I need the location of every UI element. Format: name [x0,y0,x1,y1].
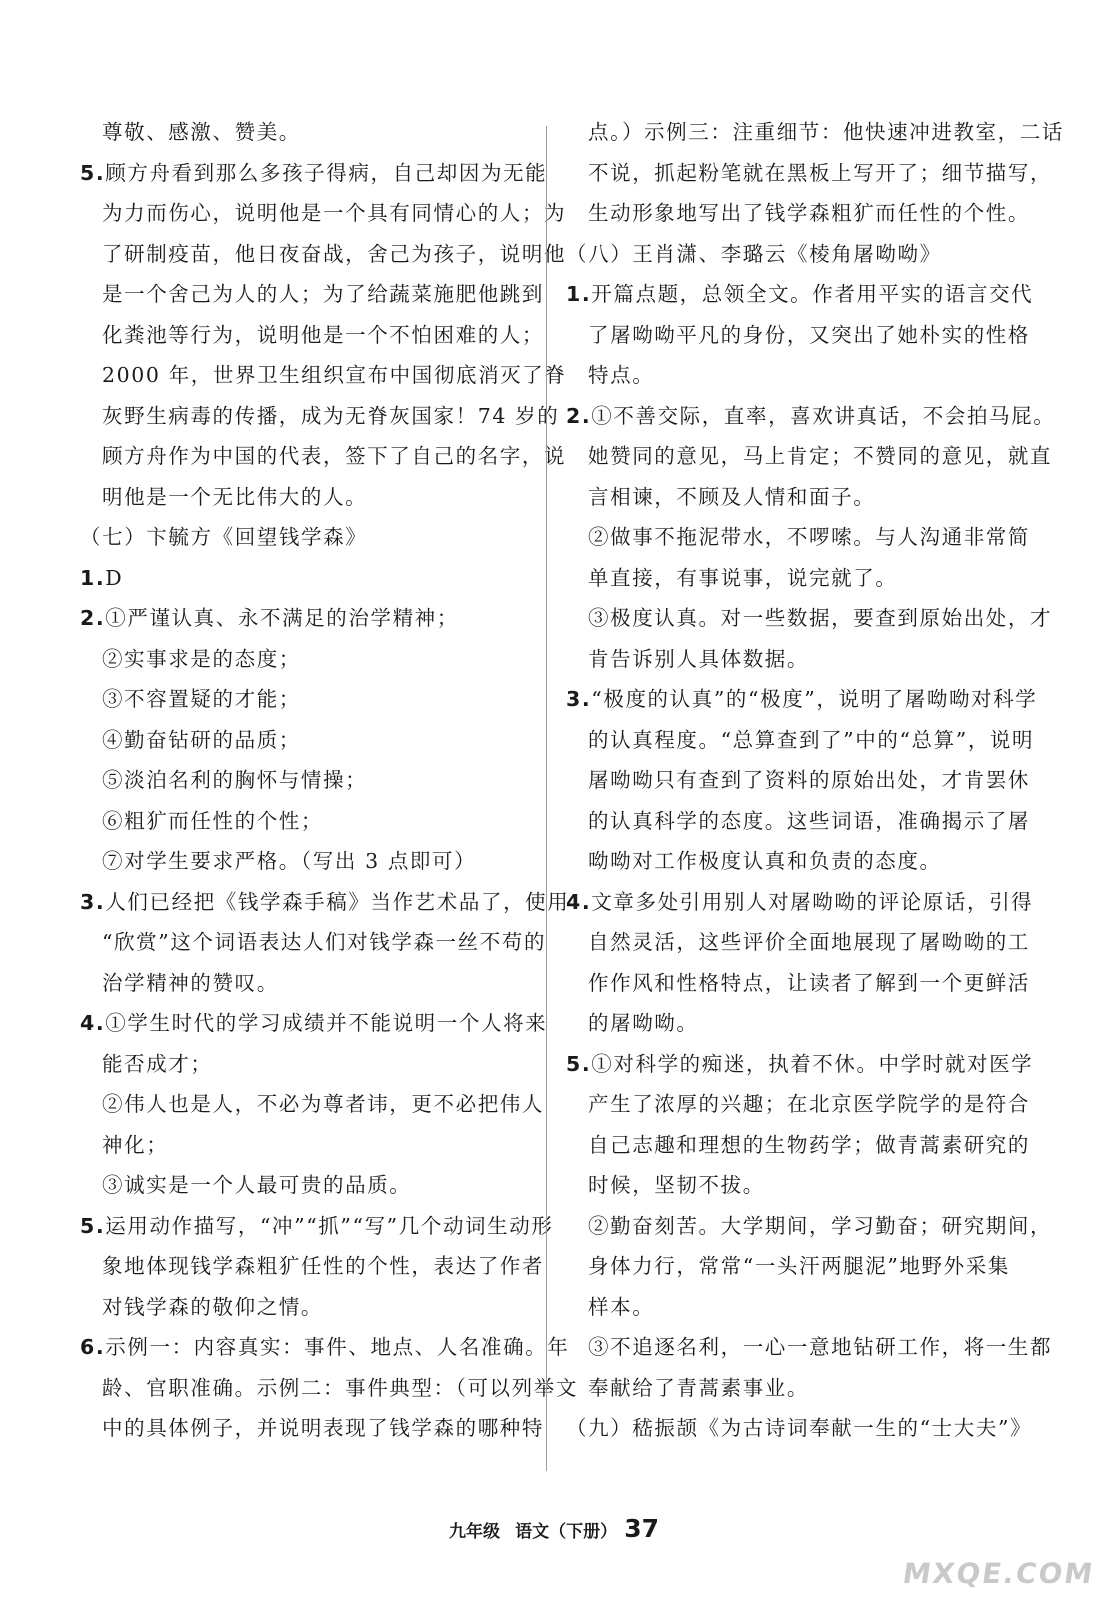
left-column-line [80,882,570,923]
left-column-line [80,274,544,315]
answer-text: “欣赏”这个词语表达人们对钱学森一丝不苟的 [102,930,547,954]
answer-text: ②伟人也是人，不必为尊者讳，更不必把伟人 [102,1092,544,1116]
answer-text: 时候，坚韧不拔。 [588,1173,765,1197]
answer-text: 点。）示例三：注重细节：他快速冲进教室，二话 [588,120,1064,144]
answer-text: 治学精神的赞叹。 [102,970,279,995]
answer-text: 屠呦呦只有查到了资料的原始出处，才肯罢休 [588,768,1030,792]
answer-text: D [105,565,124,590]
right-column-line [566,436,1053,477]
right-column-line [566,1125,1030,1166]
page-number: 37 [624,1514,659,1543]
question-number: 2. [80,606,106,630]
answer-text: ③不追逐名利，一心一意地钻研工作，将一生都 [588,1335,1053,1359]
answer-text: 能否成才； [102,1051,213,1076]
right-column-line [566,963,1030,1004]
answer-text: 样本。 [588,1294,655,1319]
left-column-line [80,1287,520,1328]
answer-text: 尊敬、感激、赞美。 [102,120,301,144]
answer-text: 的认真程度。“总算查到了”中的“总算”，说明 [588,727,1035,752]
question-number: 4. [566,889,592,914]
answer-text: 自然灵活，这些评价全面地展现了屠呦呦的工 [588,930,1030,954]
answer-text: 明他是一个无比伟大的人。 [102,484,368,509]
right-column-line [566,801,1030,842]
right-column-line [566,477,1014,518]
answer-text: ②勤奋刻苦。大学期间，学习勤奋；研究期间， [588,1213,1053,1238]
answer-text: 肯告诉别人具体数据。 [588,646,809,671]
right-column-line [566,639,1014,680]
left-column-line [80,841,520,882]
answer-text: ⑦对学生要求严格。（写出 3 点即可） [102,849,477,873]
footer-subject: 语文（下册） [515,1522,618,1542]
answer-text: 产生了浓厚的兴趣；在北京医学院学的是符合 [588,1092,1030,1116]
right-column-line [566,234,1014,275]
left-column-line [80,153,548,194]
answer-text: ②实事求是的态度； [102,646,301,671]
right-column-line [566,193,1030,234]
answer-text: 灰野生病毒的传播，成为无脊灰国家！74 岁的 [102,403,560,428]
left-column-line [80,963,520,1004]
answer-text: （八）王肖潇、李璐云《棱角屠呦呦》 [566,241,942,266]
answer-text: （九）嵇振颉《为古诗词奉献一生的“士大夫”》 [566,1416,1033,1440]
answer-text: “极度的认真”的“极度”，说明了屠呦呦对科学 [591,687,1038,711]
right-column-line [566,315,1030,356]
answer-text: 运用动作描写，“冲”“抓”“写”几个动词生动形 [105,1213,554,1238]
right-column-line [566,355,1014,396]
answer-text: ⑥粗犷而任性的个性； [102,808,323,833]
answer-text: ③不容置疑的才能； [102,687,301,711]
right-column-line [566,1044,1034,1085]
answer-text: 人们已经把《钱学森手稿》当作艺术品了，使用 [105,889,570,914]
answer-text: ④勤奋钻研的品质； [102,727,301,752]
answer-text: 了研制疫苗，他日夜奋战，舍己为孩子，说明他 [102,241,567,266]
left-column-line [80,355,567,396]
left-column-line [80,1246,544,1287]
right-column-line [566,1003,1014,1044]
left-column-line [80,477,520,518]
question-number: 4. [80,1011,106,1035]
left-column-line [80,679,520,720]
right-column-line [566,1287,1014,1328]
answer-text: 奉献给了青蒿素事业。 [588,1375,809,1400]
left-column-line [80,1084,544,1125]
answer-text: 单直接，有事说事，说完就了。 [588,565,898,590]
left-column-line [80,1165,520,1206]
right-column-line [566,1408,1033,1449]
right-column [566,112,1064,1449]
answer-text: 言相谏，不顾及人情和面子。 [588,484,876,509]
left-column-line [80,193,567,234]
right-column-line [566,1206,1053,1247]
right-column-line [566,1084,1030,1125]
question-number: 6. [80,1335,106,1359]
answer-text: 龄、官职准确。示例二：事件典型：（可以列举文 [102,1375,578,1400]
right-column-line [566,922,1030,963]
question-number: 2. [566,403,592,428]
right-column-line [566,153,1053,194]
left-column-line [80,558,520,599]
left-column-line [80,436,567,477]
answer-text: 的认真科学的态度。这些词语，准确揭示了屠 [588,808,1030,833]
answer-text: 她赞同的意见，马上肯定；不赞同的意见，就直 [588,444,1053,468]
left-column-line [80,720,520,761]
answer-text: 对钱学森的敬仰之情。 [102,1294,323,1319]
right-column-line [566,841,1014,882]
left-column-line [80,1044,520,1085]
left-column-line [80,598,520,639]
left-column-line [80,801,520,842]
answer-text: 自己志趣和理想的生物药学；做青蒿素研究的 [588,1132,1030,1157]
left-column [80,112,578,1449]
left-column-line [80,517,520,558]
answer-text: 示例一：内容真实：事件、地点、人名准确。年 [105,1335,570,1359]
right-column-line [566,720,1035,761]
left-column-line [80,1327,570,1368]
left-column-line [80,922,547,963]
answer-text: ⑤淡泊名利的胸怀与情操； [102,768,368,792]
answer-text: 作作风和性格特点，让读者了解到一个更鲜活 [588,970,1030,995]
question-number: 3. [566,687,592,711]
left-column-line [80,1408,544,1449]
right-column-line [566,1327,1053,1368]
right-column-line [566,274,1034,315]
left-column-line [80,1206,554,1247]
question-number: 5. [80,160,106,185]
right-column-line [566,558,1014,599]
answer-text: ①严谨认真、永不满足的治学精神； [105,606,459,630]
question-number: 3. [80,889,106,914]
answer-text: 是一个舍己为人的人；为了给蔬菜施肥他跳到 [102,282,544,306]
right-column-line [566,760,1030,801]
answer-text: 文章多处引用别人对屠呦呦的评论原话，引得 [591,889,1034,914]
question-number: 1. [80,565,106,590]
right-column-line [566,112,1064,153]
question-number: 5. [566,1051,592,1076]
answer-text: 顾方舟看到那么多孩子得病，自己却因为无能 [105,160,548,185]
right-column-line [566,882,1034,923]
right-column-line [566,396,1056,437]
answer-text: 特点。 [588,363,655,387]
answer-text: 为力而伤心，说明他是一个具有同情心的人；为 [102,201,567,225]
right-column-line [566,1165,1014,1206]
answer-text: ②做事不拖泥带水，不啰嗦。与人沟通非常简 [588,525,1030,549]
answer-text: 神化； [102,1132,169,1157]
left-column-line [80,1125,520,1166]
answer-text: ①学生时代的学习成绩并不能说明一个人将来 [105,1011,548,1035]
right-column-line [566,1246,1014,1287]
answer-text: 不说，抓起粉笔就在黑板上写开了；细节描写， [588,160,1053,185]
left-column-line [80,234,567,275]
left-column-line [80,112,520,153]
answer-text: ③极度认真。对一些数据，要查到原始出处，才 [588,606,1053,630]
answer-text: ③诚实是一个人最可贵的品质。 [102,1173,412,1197]
left-column-line [80,315,544,356]
watermark-logo: MXQE.COM [900,1557,1097,1590]
answer-text: 象地体现钱学森粗犷任性的个性，表达了作者 [102,1254,544,1278]
answer-text: 生动形象地写出了钱学森粗犷而任性的个性。 [588,201,1030,225]
answer-text: 了屠呦呦平凡的身份，又突出了她朴实的性格 [588,322,1030,347]
left-column-line [80,1003,548,1044]
answer-text: 身体力行，常常“一头汗两腿泥”地野外采集 [588,1254,1010,1278]
answer-text: 的屠呦呦。 [588,1011,699,1035]
right-column-line [566,598,1053,639]
answer-text: （七）卞毓方《回望钱学森》 [80,525,368,549]
column-divider [546,126,547,1471]
left-column-line [80,760,520,801]
answer-text: 开篇点题，总领全文。作者用平实的语言交代 [591,282,1034,306]
left-column-line [80,1368,578,1409]
page-footer [0,1514,1108,1543]
answer-text: ①对科学的痴迷，执着不休。中学时就对医学 [591,1051,1034,1076]
answer-text: 呦呦对工作极度认真和负责的态度。 [588,849,942,873]
answer-text: ①不善交际，直率，喜欢讲真话，不会拍马屁。 [591,403,1056,428]
right-column-line [566,679,1038,720]
answer-text: 2000 年，世界卫生组织宣布中国彻底消灭了脊 [102,363,567,387]
answer-text: 顾方舟作为中国的代表，签下了自己的名字，说 [102,444,567,468]
footer-grade: 九年级 [449,1522,500,1542]
left-column-line [80,639,520,680]
right-column-line [566,1368,1014,1409]
left-column-line [80,396,560,437]
question-number: 1. [566,282,592,306]
question-number: 5. [80,1213,106,1238]
answer-text: 化粪池等行为，说明他是一个不怕困难的人； [102,322,544,347]
answer-text: 中的具体例子，并说明表现了钱学森的哪种特 [102,1416,544,1440]
right-column-line [566,517,1030,558]
